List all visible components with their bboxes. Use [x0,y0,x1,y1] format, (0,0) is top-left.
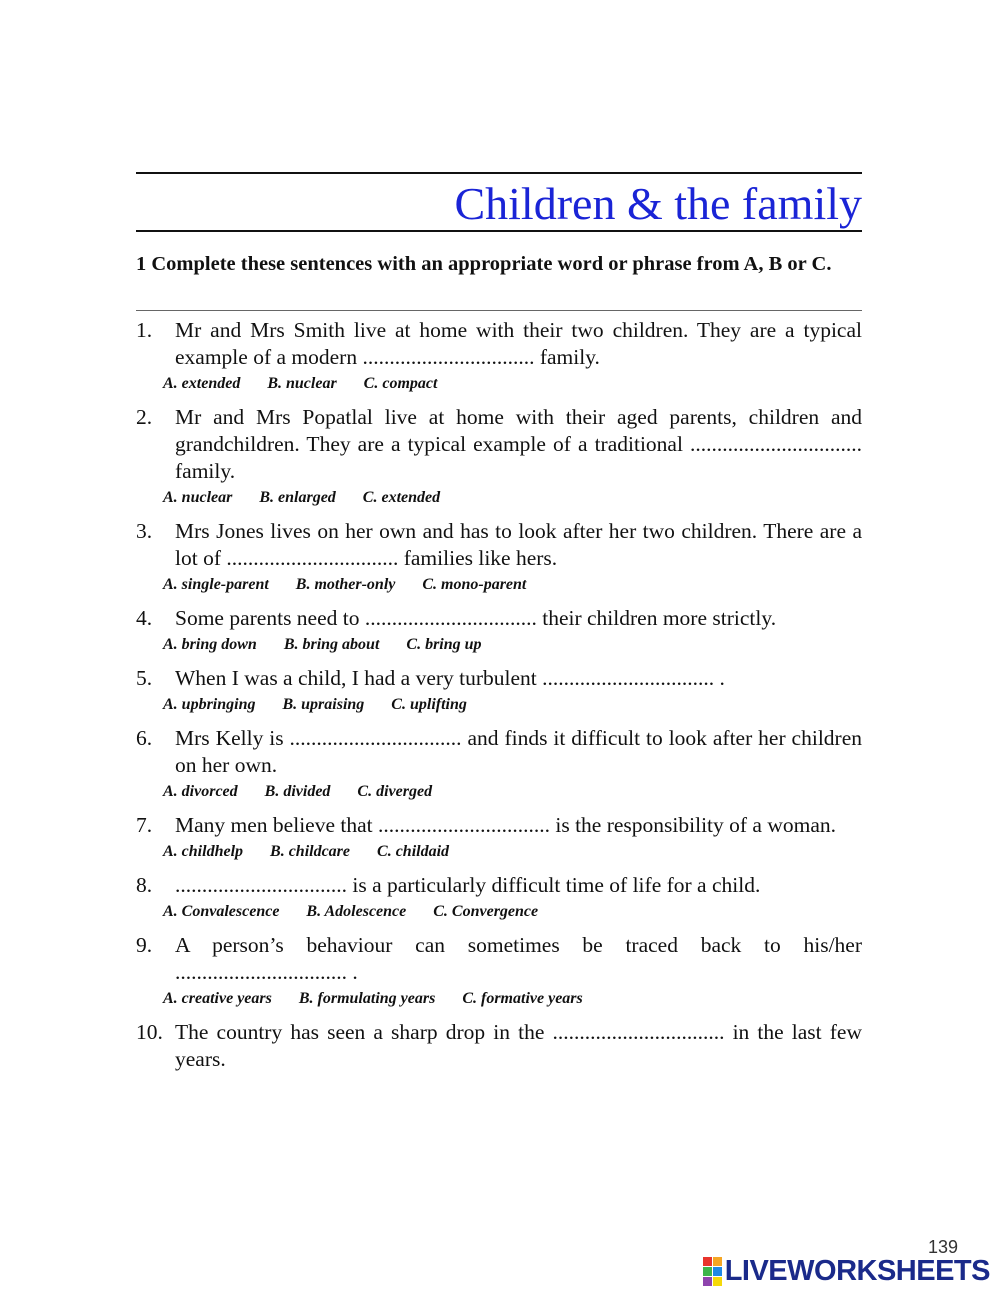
option-b[interactable]: B. formulating years [298,990,436,1007]
option-a[interactable]: A. bring down [163,636,257,653]
question-text: Some parents need to ................................ their children more strictly. [175,606,777,630]
liveworksheets-brand[interactable] [703,1256,990,1286]
question-number: 8. [136,873,153,897]
question-number: 6. [136,726,153,750]
option-a[interactable]: A. nuclear [163,489,233,506]
answer-options [163,782,862,802]
question-item [136,932,862,1009]
question-item [136,665,862,715]
option-c[interactable]: C. uplifting [391,696,467,713]
instruction-divider [136,310,862,311]
question-item [136,605,862,655]
option-b[interactable]: B. nuclear [267,375,337,392]
question-text: Mrs Kelly is ................................ and finds it difficult to look after her children on her own. [175,726,862,777]
option-b[interactable]: B. mother-only [295,576,396,593]
answer-options [163,488,862,508]
option-b[interactable]: B. divided [264,783,331,800]
question-number: 10. [136,1020,163,1044]
answer-options [163,374,862,394]
option-a[interactable]: A. single-parent [163,576,269,593]
option-a[interactable]: A. childhelp [163,843,244,860]
page-title: Children & the family [454,178,862,229]
question-list [136,317,862,1083]
option-c[interactable]: C. compact [363,375,438,392]
question-text: Mr and Mrs Popatlal live at home with their aged parents, children and grandchildren. They are a typical example of a traditional ................................ family. [175,405,862,483]
question-text: A person’s behaviour can sometimes be traced back to his/her ................................ . [175,933,862,984]
option-c[interactable]: C. childaid [377,843,450,860]
answer-options [163,902,862,922]
question-number: 9. [136,933,153,957]
option-a[interactable]: A. creative years [163,990,272,1007]
answer-options [163,695,862,715]
question-item [136,725,862,802]
question-text: Mr and Mrs Smith live at home with their two children. They are a typical example of a modern ................................ family. [175,318,862,369]
question-text: ................................ is a particularly difficult time of life for a child. [175,873,761,897]
question-number: 7. [136,813,153,837]
answer-options [163,989,862,1009]
question-number: 3. [136,519,153,543]
option-c[interactable]: C. bring up [406,636,482,653]
question-text: Mrs Jones lives on her own and has to look after her two children. There are a lot of ................................ families like hers. [175,519,862,570]
question-item [136,518,862,595]
question-item [136,404,862,508]
option-b[interactable]: B. bring about [283,636,380,653]
option-a[interactable]: A. Convalescence [163,903,280,920]
question-item [136,812,862,862]
option-c[interactable]: C. Convergence [433,903,539,920]
question-item [136,317,862,394]
option-c[interactable]: C. diverged [357,783,433,800]
question-item [136,872,862,922]
question-number: 2. [136,405,153,429]
question-text: When I was a child, I had a very turbulent ................................ . [175,666,725,690]
answer-options [163,635,862,655]
answer-options [163,842,862,862]
answer-options [163,575,862,595]
option-c[interactable]: C. extended [362,489,441,506]
question-item [136,1019,862,1073]
exercise-instruction: 1 Complete these sentences with an appropriate word or phrase from A, B or C. [136,253,832,275]
title-underline [136,230,862,232]
option-a[interactable]: A. divorced [163,783,238,800]
question-text: Many men believe that ................................ is the responsibility of a woman. [175,813,837,837]
question-text: The country has seen a sharp drop in the ................................ in the last few years. [175,1020,862,1071]
option-a[interactable]: A. upbringing [163,696,256,713]
option-b[interactable]: B. enlarged [259,489,336,506]
liveworksheets-logo-icon [703,1257,722,1286]
option-b[interactable]: B. upraising [282,696,365,713]
question-number: 1. [136,318,153,342]
page-number: 139 [927,1237,958,1257]
option-c[interactable]: C. formative years [462,990,583,1007]
top-rule [136,172,862,174]
option-c[interactable]: C. mono-parent [422,576,527,593]
option-b[interactable]: B. Adolescence [306,903,407,920]
question-number: 5. [136,666,153,690]
question-number: 4. [136,606,153,630]
option-a[interactable]: A. extended [163,375,241,392]
option-b[interactable]: B. childcare [270,843,351,860]
brand-name: LIVEWORKSHEETS [724,1255,990,1287]
